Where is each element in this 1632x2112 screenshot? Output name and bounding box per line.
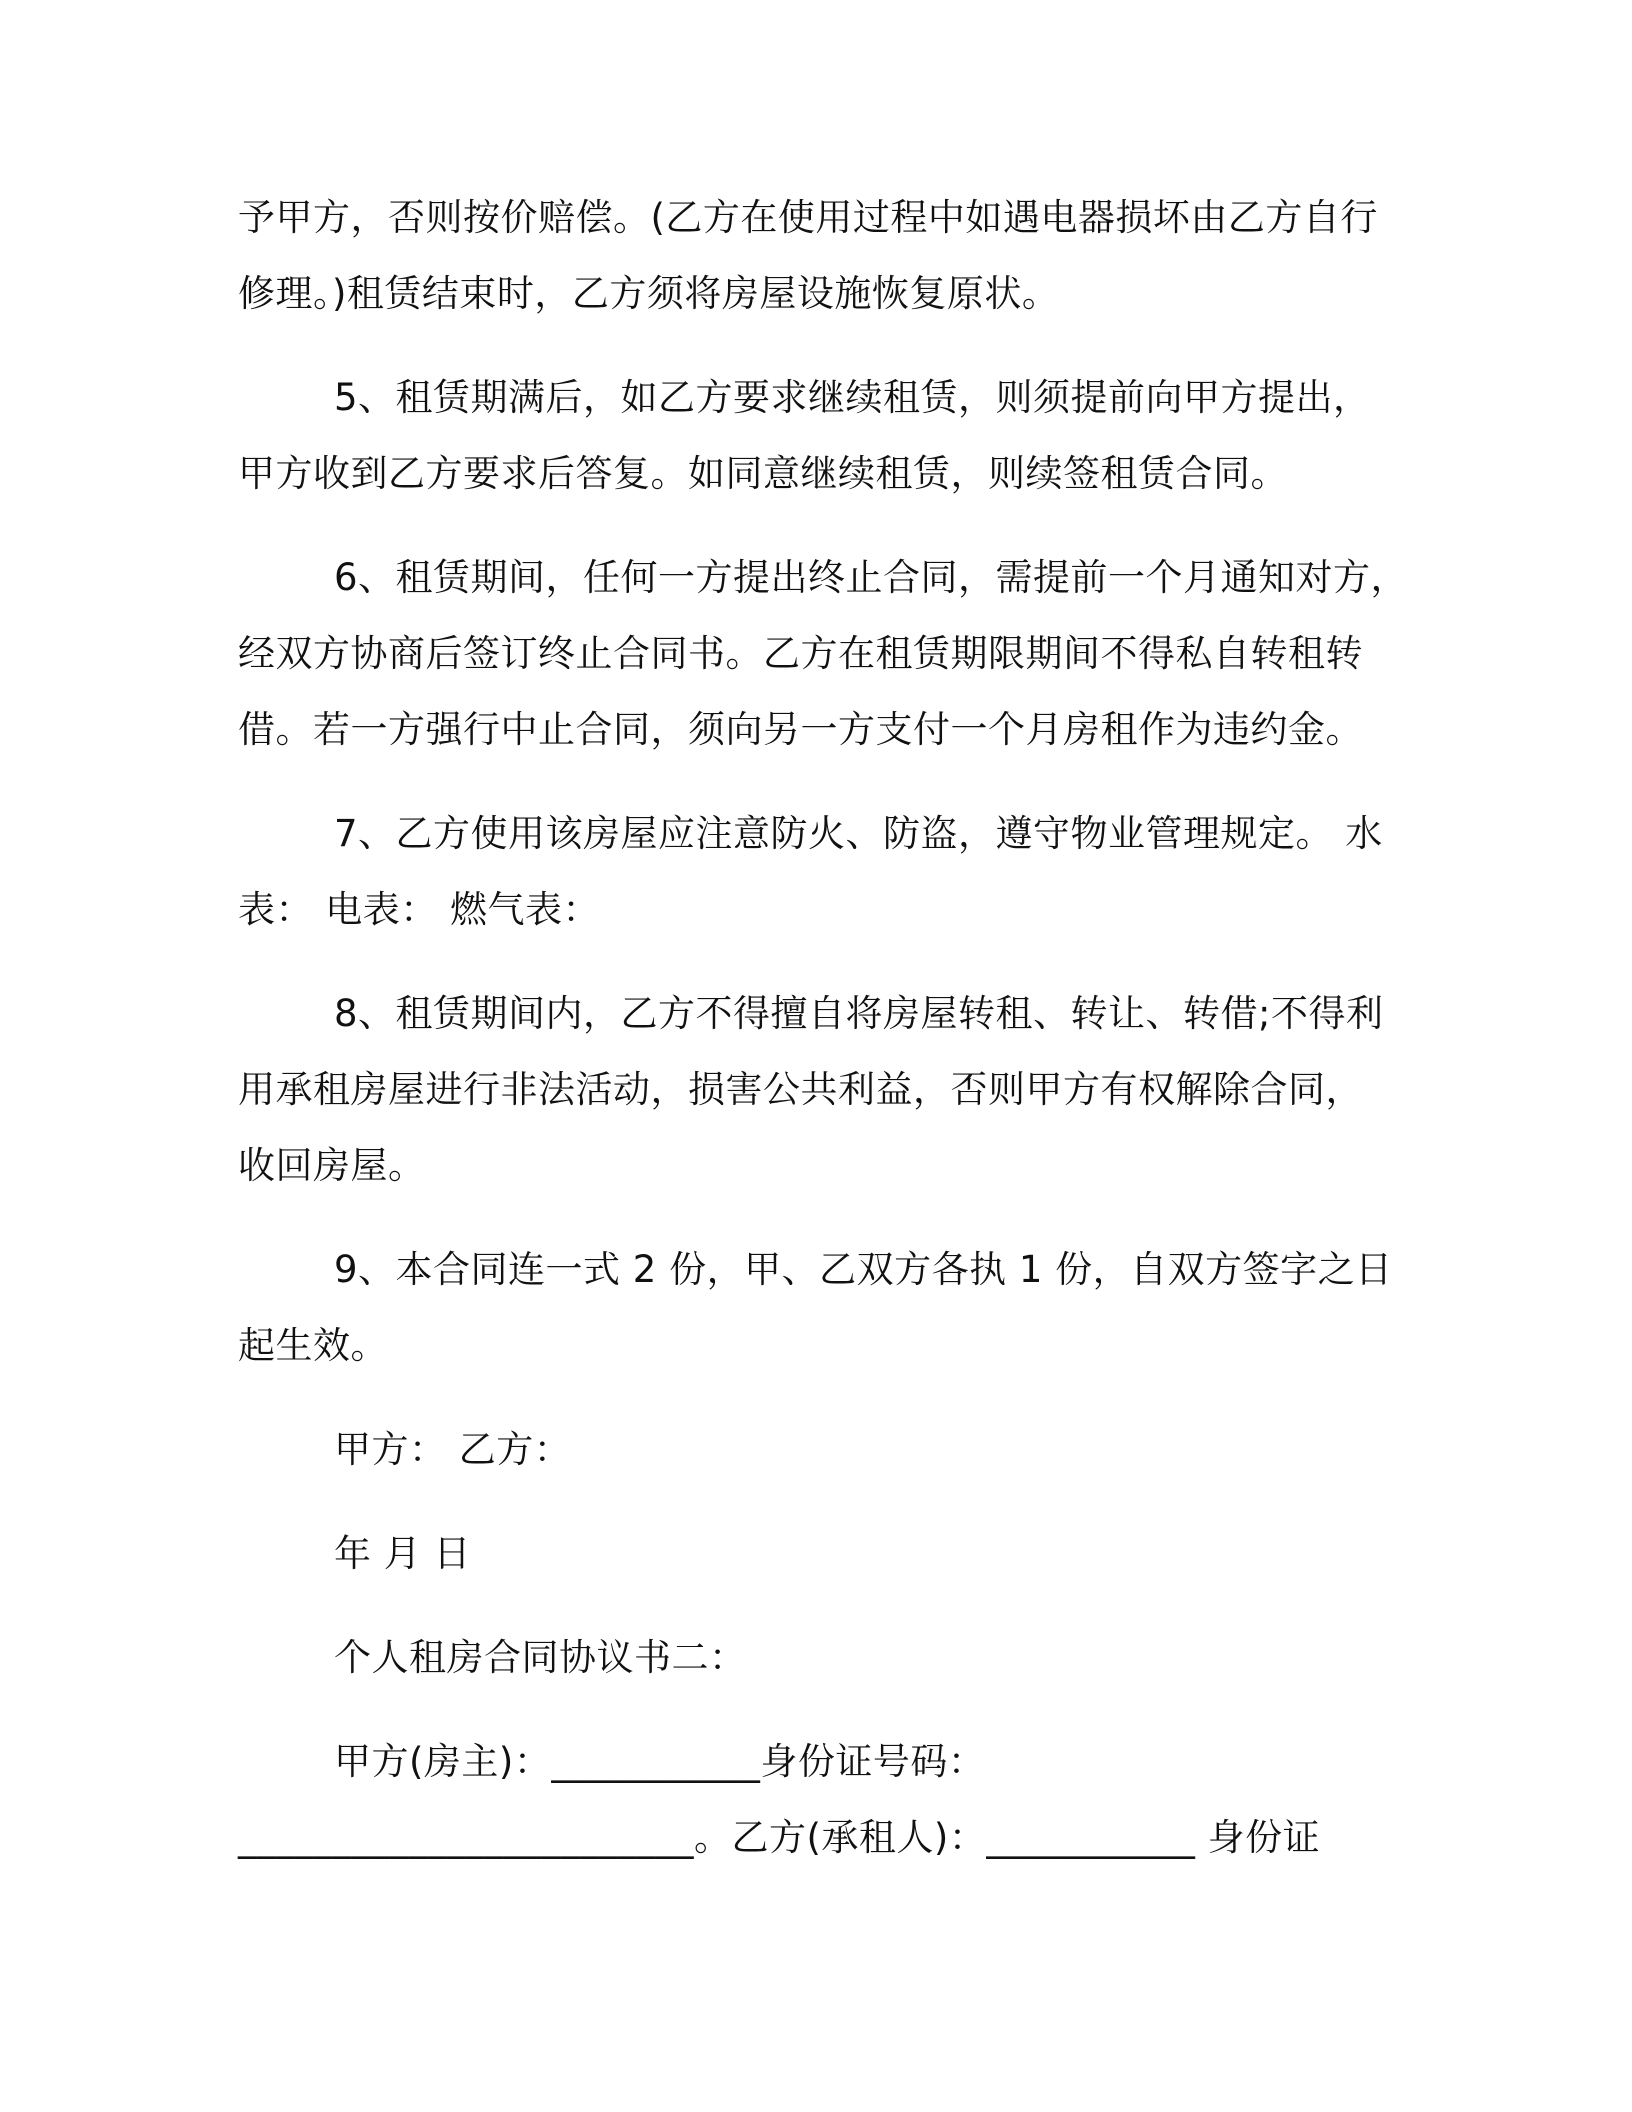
clause-8-line-3: 收回房屋。 [238,1144,426,1187]
clause-9-line-1: 9、本合同连一式 2 份，甲、乙双方各执 1 份，自双方签字之日 [334,1248,1393,1291]
tenant-info-line: ________________________。乙方(承租人)：___________ 身份证 [238,1816,1321,1859]
landlord-info-line: 甲方(房主)：___________身份证号码： [334,1740,986,1783]
clause-6-line-3: 借。若一方强行中止合同，须向另一方支付一个月房租作为违约金。 [238,708,1363,751]
section-heading-agreement-two: 个人租房合同协议书二： [334,1636,747,1679]
paragraph-4-line-1: 予甲方，否则按价赔偿。(乙方在使用过程中如遇电器损坏由乙方自行 [238,196,1378,239]
clause-6-line-2: 经双方协商后签订终止合同书。乙方在租赁期限期间不得私自转租转 [238,632,1363,675]
signature-date: 年 月 日 [334,1532,472,1575]
clause-8-line-1: 8、租赁期间内，乙方不得擅自将房屋转租、转让、转借;不得利 [334,992,1384,1035]
clause-5-line-1: 5、租赁期满后，如乙方要求继续租赁，则须提前向甲方提出， [334,376,1371,419]
clause-5-line-2: 甲方收到乙方要求后答复。如同意继续租赁，则续签租赁合同。 [238,452,1288,495]
clause-6-line-1: 6、租赁期间，任何一方提出终止合同，需提前一个月通知对方， [334,556,1409,599]
clause-7-line-2: 表： 电表： 燃气表： [238,888,601,931]
signature-parties: 甲方： 乙方： [334,1428,572,1471]
paragraph-4-line-2: 修理。)租赁结束时，乙方须将房屋设施恢复原状。 [238,272,1060,315]
clause-7-line-1: 7、乙方使用该房屋应注意防火、防盗，遵守物业管理规定。 水 [334,812,1383,855]
clause-8-line-2: 用承租房屋进行非法活动，损害公共利益，否则甲方有权解除合同， [238,1068,1363,1111]
clause-9-line-2: 起生效。 [238,1324,388,1367]
